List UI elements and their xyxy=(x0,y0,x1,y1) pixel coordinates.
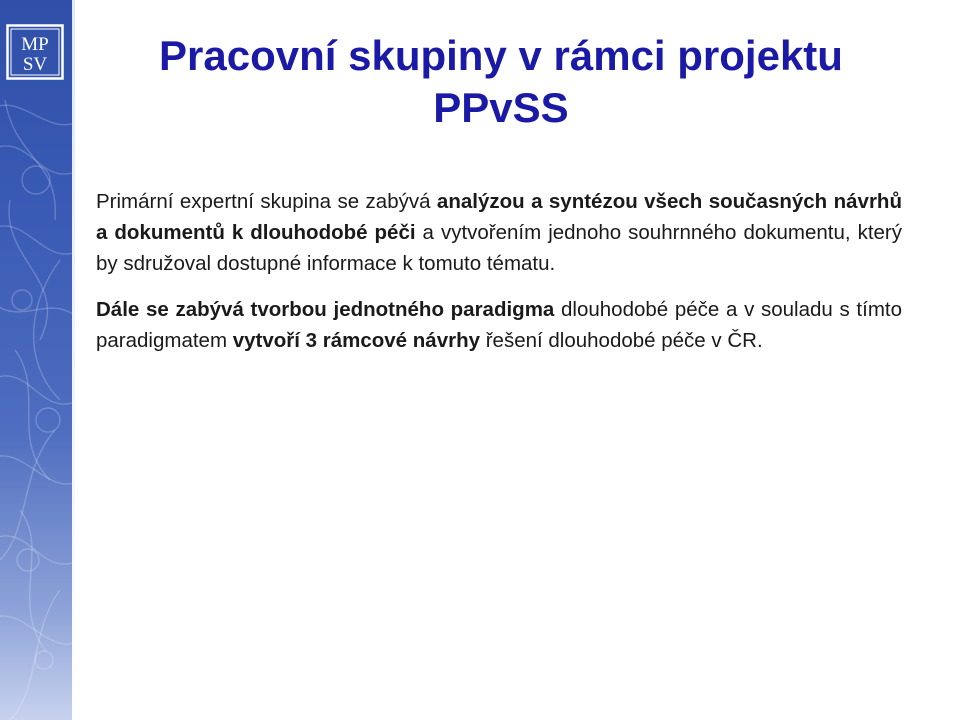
decorative-sidebar xyxy=(0,0,72,720)
sidebar-edge xyxy=(72,0,75,720)
text-segment-bold: Dále se zabývá tvorbou jednotného paradigma xyxy=(96,298,555,321)
text-segment-bold: analýzou a syntézou všech současných návrhů a dokumentů k dlouhodobé péči xyxy=(96,190,902,244)
paragraph-primary-group xyxy=(96,186,902,279)
mpsv-logo xyxy=(6,24,64,80)
text-segment: a vytvořením jednoho souhrnného dokumentu, který by sdružoval dostupné informace k tomuto tématu. xyxy=(96,221,902,275)
text-segment: Primární expertní skupina se zabývá xyxy=(96,190,437,213)
slide-title xyxy=(96,30,906,134)
svg-text:MP: MP xyxy=(21,34,49,55)
text-segment: dlouhodobé péče a v souladu s tímto paradigmatem xyxy=(96,298,902,352)
slide-body xyxy=(96,186,902,356)
svg-text:SV: SV xyxy=(22,54,48,75)
sidebar-pattern-graphic xyxy=(0,0,72,720)
text-segment: řešení dlouhodobé péče v ČR. xyxy=(480,329,763,352)
slide-title-line-2: PPvSS xyxy=(433,84,569,131)
text-segment-bold: vytvoří 3 rámcové návrhy xyxy=(232,329,481,352)
paragraph-paradigm xyxy=(96,294,902,356)
slide-title-line-1: Pracovní skupiny v rámci projektu xyxy=(159,32,843,79)
